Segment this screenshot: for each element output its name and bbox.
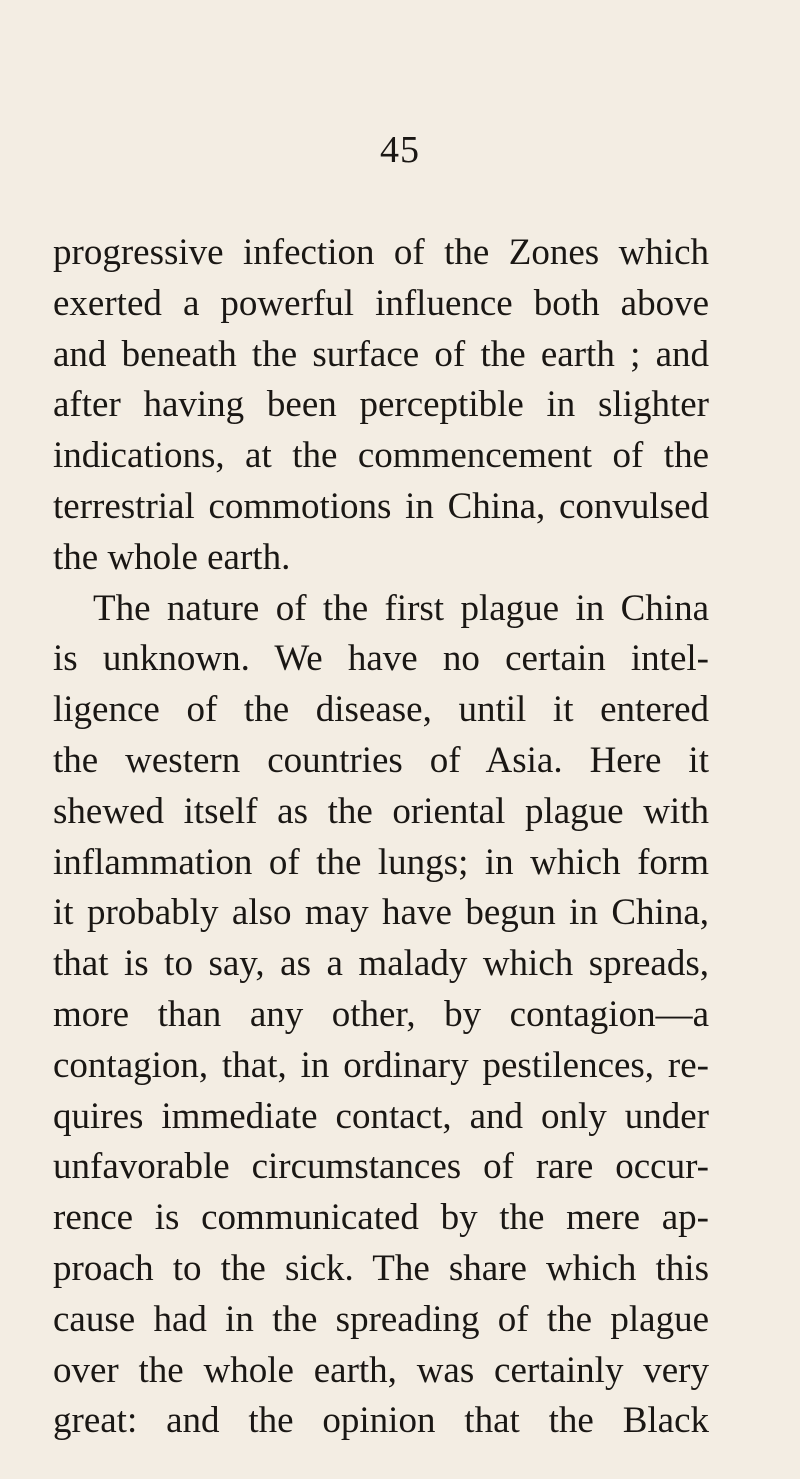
text-line: proach to the sick. The share which this	[53, 1247, 709, 1289]
body-text	[53, 228, 709, 1447]
text-line: shewed itself as the oriental plague with	[53, 790, 709, 832]
text-line: is unknown. We have no certain intel-	[53, 638, 709, 680]
text-line: great: and the opinion that the Black	[53, 1400, 709, 1442]
text-line: cause had in the spreading of the plague	[53, 1298, 709, 1340]
text-line: over the whole earth, was certainly very	[53, 1349, 709, 1391]
paragraph-end-line: the whole earth.	[53, 536, 291, 578]
text-line: quires immediate contact, and only under	[53, 1095, 709, 1137]
text-line: inflammation of the lungs; in which form	[53, 841, 709, 883]
text-line: contagion, that, in ordinary pestilences, re-	[53, 1044, 709, 1086]
text-line: terrestrial commotions in China, convulsed	[53, 485, 709, 527]
text-line: progressive infection of the Zones which	[53, 232, 709, 273]
text-line: more than any other, by contagion—a	[53, 993, 709, 1035]
text-line: unfavorable circumstances of rare occur-	[53, 1146, 709, 1188]
text-line: after having been perceptible in slighter	[53, 384, 709, 426]
text-line: rence is communicated by the mere ap-	[53, 1197, 709, 1239]
text-line: and beneath the surface of the earth ; and	[53, 333, 709, 375]
text-line: exerted a powerful influence both above	[53, 282, 709, 324]
text-line: that is to say, as a malady which spreads,	[53, 943, 709, 985]
text-line: it probably also may have begun in China,	[53, 892, 709, 934]
paragraph-start-line: The nature of the first plague in China	[93, 587, 709, 629]
page-number: 45	[380, 129, 420, 171]
text-line: indications, at the commencement of the	[53, 435, 709, 477]
text-line: the western countries of Asia. Here it	[53, 739, 709, 781]
text-line: ligence of the disease, until it entered	[53, 689, 709, 731]
